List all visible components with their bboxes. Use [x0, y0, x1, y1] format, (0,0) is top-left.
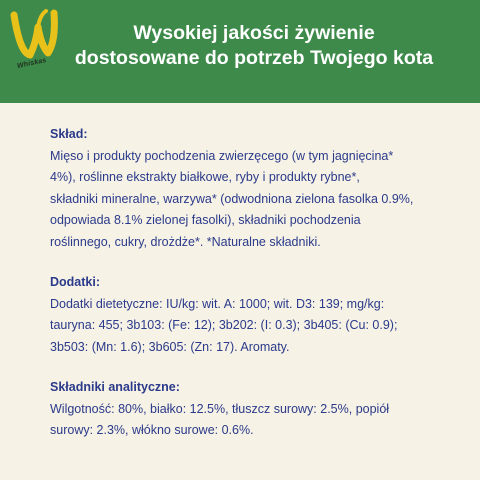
additives-text: Dodatki dietetyczne: IU/kg: wit. A: 1000; wit. D3: 139; mg/kg: tauryna: 455; 3b103: (Fe: 12); 3b202: (I: 0.3); 3b405: (Cu: 0.9); 3b503: (Mn: 1.6); 3b605: (Zn: 17). Aromaty. — [50, 296, 398, 354]
title-line-2: dostosowane do potrzeb Twojego kota — [74, 47, 434, 69]
analytical-heading: Składniki analityczne: — [50, 380, 180, 394]
title-line-1: Wysokiej jakości żywienie — [133, 22, 375, 44]
header-banner — [0, 0, 480, 103]
analytical-text: Wilgotność: 80%, białko: 12.5%, tłuszcz surowy: 2.5%, popiół surowy: 2.3%, włókno surowe: 0.6%. — [50, 401, 390, 437]
additives-heading: Dodatki: — [50, 275, 100, 289]
logo-wordmark: Whiskas — [16, 56, 48, 71]
composition-section — [50, 124, 460, 253]
additives-section — [50, 272, 460, 358]
analytical-section — [50, 377, 460, 442]
ingredients-panel — [50, 124, 460, 461]
composition-heading: Skład: — [50, 127, 88, 141]
composition-text: Mięso i produkty pochodzenia zwierzęcego (w tym jagnięcina* 4%), roślinne ekstrakty białkowe, ryby i produkty rybne*, składniki mineralne, warzywa* (odwodniona zielona fasolka 0.9%, odpowiada 8.1% zielonej fasolki), składniki pochodzenia roślinnego, cukry, drożdże*. *Naturalne składniki. — [50, 148, 414, 249]
page-title — [40, 21, 468, 71]
